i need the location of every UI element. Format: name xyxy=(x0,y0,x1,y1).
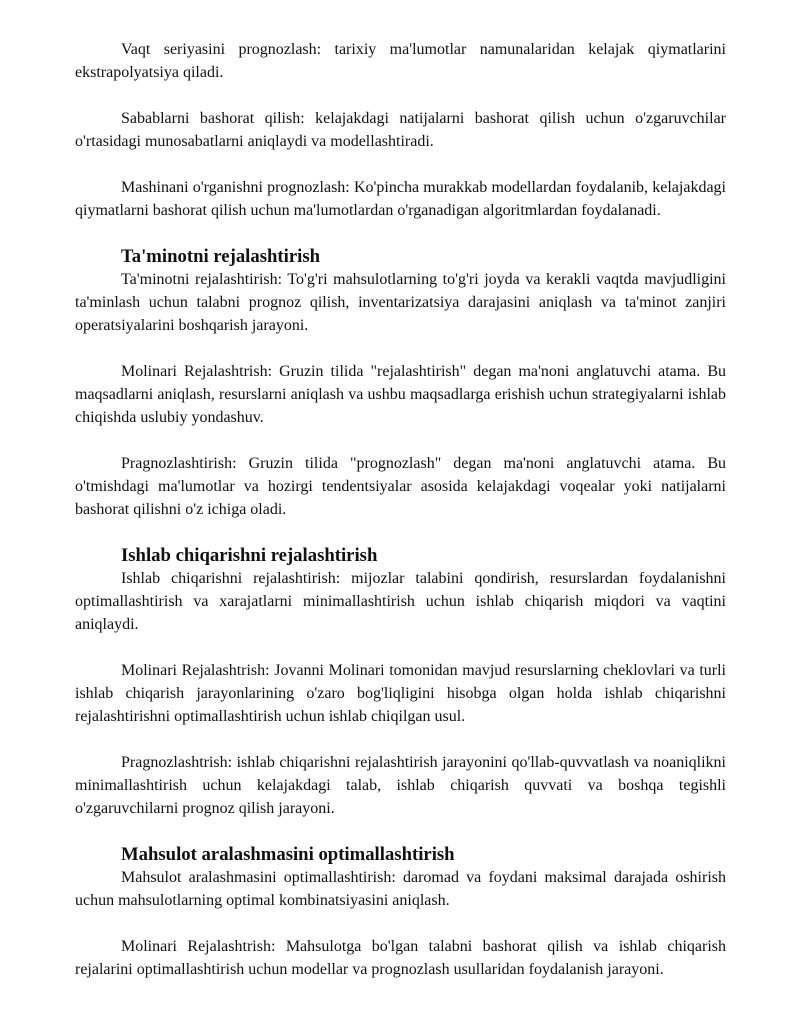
section-heading: Mahsulot aralashmasini optimallashtirish xyxy=(121,844,455,865)
paragraph: Sabablarni bashorat qilish: kelajakdagi natijalarni bashorat qilish uchun o'zgaruvchilar o'rtasidagi munosabatlarni aniqlaydi va modellashtiradi. xyxy=(75,110,726,150)
section-heading: Ishlab chiqarishni rejalashtirish xyxy=(121,545,378,566)
paragraph: Mashinani o'rganishni prognozlash: Ko'pincha murakkab modellardan foydalanib, kelajakdagi qiymatlarni bashorat qilish uchun ma'lumotlardan o'rganadigan algoritmlardan foydalanadi. xyxy=(75,179,726,219)
document-page xyxy=(75,38,726,1004)
paragraph: Molinari Rejalashtrish: Gruzin tilida "rejalashtirish" degan ma'noni anglatuvchi atama. Bu maqsadlarni aniqlash, resurslarni aniqlash va ushbu maqsadlarga erishish uchun strategiyalarni ishlab chiqishda uslubiy yondashuv. xyxy=(75,363,726,426)
section-heading: Ta'minotni rejalashtirish xyxy=(121,246,321,267)
paragraph: Ta'minotni rejalashtirish: To'g'ri mahsulotlarning to'g'ri joyda va kerakli vaqtda mavjudligini ta'minlash uchun talabni prognoz qilish, inventarizatsiya darajasini aniqlash va ta'minot zanjiri operatsiyalarini boshqarish jarayoni. xyxy=(75,271,726,334)
paragraph: Molinari Rejalashtrish: Mahsulotga bo'lgan talabni bashorat qilish va ishlab chiqarish rejalarini optimallashtirish uchun modellar va prognozlash usullaridan foydalanish jarayoni. xyxy=(75,938,726,978)
paragraph: Mahsulot aralashmasini optimallashtirish: daromad va foydani maksimal darajada oshirish uchun mahsulotlarning optimal kombinatsiyasini aniqlash. xyxy=(75,869,726,909)
paragraph: Pragnozlashtirish: Gruzin tilida "prognozlash" degan ma'noni anglatuvchi atama. Bu o'tmishdagi ma'lumotlar va hozirgi tendentsiyalar asosida kelajakdagi voqealar yoki natijalarni bashorat qilishni o'z ichiga oladi. xyxy=(75,455,726,518)
paragraph: Ishlab chiqarishni rejalashtirish: mijozlar talabini qondirish, resurslardan foydalanishni optimallashtirish va xarajatlarni minimallashtirish uchun ishlab chiqarish miqdori va vaqtini aniqlaydi. xyxy=(75,570,726,633)
paragraph: Pragnozlashtrish: ishlab chiqarishni rejalashtirish jarayonini qo'llab-quvvatlash va noaniqlikni minimallashtirish uchun kelajakdagi talab, ishlab chiqarish quvvati va boshqa tegishli o'zgaruvchilarni prognoz qilish jarayoni. xyxy=(75,754,726,817)
paragraph: Vaqt seriyasini prognozlash: tarixiy ma'lumotlar namunalaridan kelajak qiymatlarini ekstrapolyatsiya qiladi. xyxy=(75,41,726,81)
paragraph: Molinari Rejalashtrish: Jovanni Molinari tomonidan mavjud resurslarning cheklovlari va turli ishlab chiqarish jarayonlarining o'zaro bog'liqligini hisobga olgan holda ishlab chiqarishni rejalashtirishni optimallashtirish uchun ishlab chiqilgan usul. xyxy=(75,662,726,725)
